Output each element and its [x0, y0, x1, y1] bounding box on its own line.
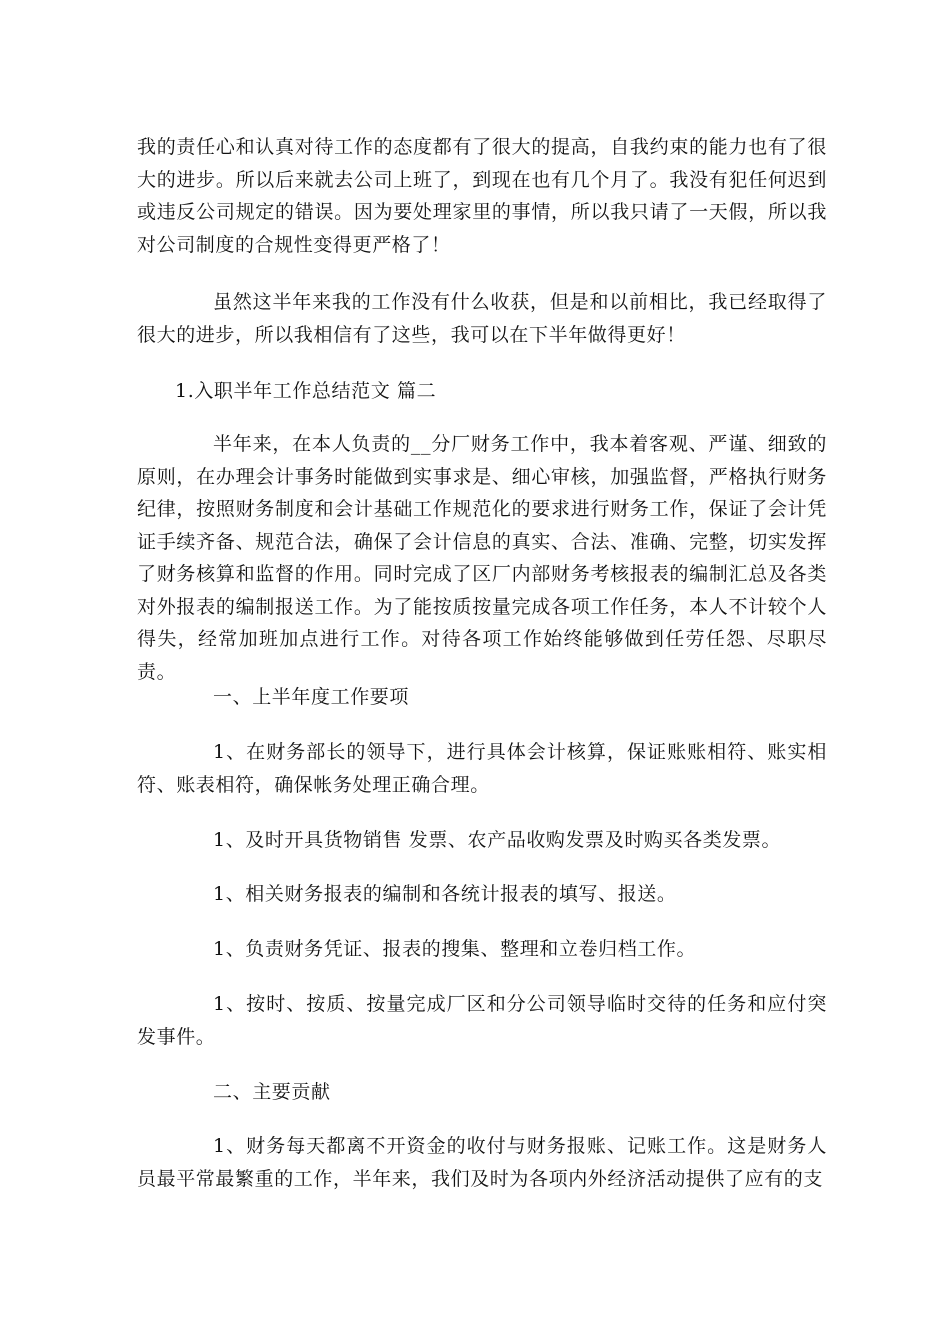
heading-main-contributions: 二、主要贡献 [213, 1081, 331, 1103]
list-item-accounting: 1、在财务部长的领导下，进行具体会计核算，保证账账相符、账实相符、账表相符，确保帐务处理正确合理。 [137, 741, 827, 796]
list-item-archiving: 1、负责财务凭证、报表的搜集、整理和立卷归档工作。 [213, 938, 697, 960]
list-item-invoices: 1、及时开具货物销售 发票、农产品收购发票及时购买各类发票。 [213, 829, 782, 851]
list-item-temporary-tasks: 1、按时、按质、按量完成厂区和分公司领导临时交待的任务和应付突发事件。 [137, 993, 827, 1048]
section-heading-part-two: 1.入职半年工作总结范文 篇二 [175, 380, 437, 402]
paragraph-half-year-progress: 虽然这半年来我的工作没有什么收获，但是和以前相比，我已经取得了很大的进步，所以我相信有了这些，我可以在下半年做得更好！ [137, 291, 827, 346]
paragraph-responsibility: 我的责任心和认真对待工作的态度都有了很大的提高，自我约束的能力也有了很大的进步。所以后来就去公司上班了，到现在也有几个月了。我没有犯任何迟到或违反公司规定的错误。因为要处理家里的事情，所以我只请了一天假，所以我对公司制度的合规性变得更严格了！ [137, 136, 827, 256]
paragraph-finance-work: 半年来，在本人负责的__分厂财务工作中，我本着客观、严谨、细致的原则，在办理会计事务时能做到实事求是、细心审核，加强监督，严格执行财务纪律，按照财务制度和会计基础工作规范化的要求进行财务工作，保证了会计凭证手续齐备、规范合法，确保了会计信息的真实、合法、准确、完整，切实发挥了财务核算和监督的作用。同时完成了区厂内部财务考核报表的编制汇总及各类对外报表的编制报送工作。为了能按质按量完成各项工作任务，本人不计较个人得失，经常加班加点进行工作。对待各项工作始终能够做到任劳任怨、尽职尽责。 [137, 433, 827, 683]
list-item-reports: 1、相关财务报表的编制和各统计报表的填写、报送。 [213, 883, 677, 905]
paragraph-fund-payments: 1、财务每天都离不开资金的收付与财务报账、记账工作。这是财务人员最平常最繁重的工作，半年来，我们及时为各项内外经济活动提供了应有的支 [137, 1135, 827, 1190]
heading-work-items: 一、上半年度工作要项 [213, 686, 410, 708]
